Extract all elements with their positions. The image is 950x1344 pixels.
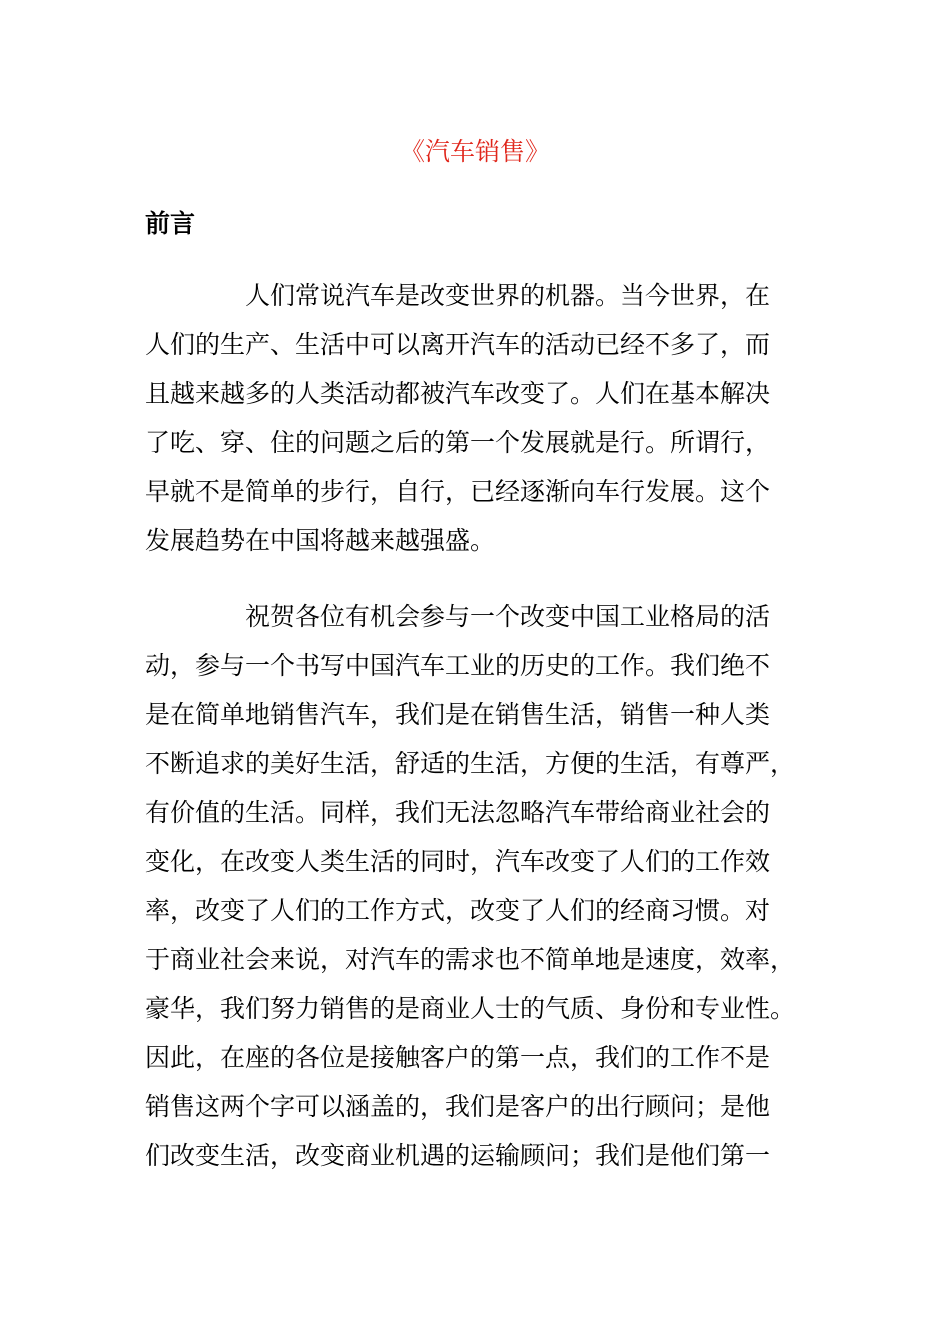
- paragraph-line: 有价值的生活。同样，我们无法忽略汽车带给商业社会的: [145, 798, 771, 827]
- paragraph-line: 是在简单地销售汽车，我们是在销售生活，销售一种人类: [145, 700, 771, 729]
- paragraph-line: 早就不是简单的步行，自行，已经逐渐向车行发展。这个: [145, 477, 771, 506]
- paragraph-line: 因此，在座的各位是接触客户的第一点，我们的工作不是: [145, 1043, 771, 1072]
- paragraph-line: 发展趋势在中国将越来越强盛。: [145, 526, 496, 555]
- paragraph-line: 豪华，我们努力销售的是商业人士的气质、身份和专业性。: [145, 994, 796, 1023]
- paragraph-line: 祝贺各位有机会参与一个改变中国工业格局的活: [245, 602, 771, 631]
- paragraph-line: 于商业社会来说，对汽车的需求也不简单地是速度，效率，: [145, 945, 796, 974]
- paragraph-line: 不断追求的美好生活，舒适的生活，方便的生活，有尊严，: [145, 749, 796, 778]
- paragraph-line: 人们常说汽车是改变世界的机器。当今世界，在: [245, 281, 771, 310]
- paragraph-line: 了吃、穿、住的问题之后的第一个发展就是行。所谓行，: [145, 428, 771, 457]
- paragraph-line: 销售这两个字可以涵盖的，我们是客户的出行顾问；是他: [145, 1092, 771, 1121]
- document-title: 《汽车销售》: [399, 137, 550, 166]
- paragraph-line: 率，改变了人们的工作方式，改变了人们的经商习惯。对: [145, 896, 771, 925]
- paragraph-line: 变化，在改变人类生活的同时，汽车改变了人们的工作效: [145, 847, 771, 876]
- section-heading-preface: 前言: [145, 209, 196, 238]
- paragraph-line: 且越来越多的人类活动都被汽车改变了。人们在基本解决: [145, 379, 771, 408]
- paragraph-line: 动，参与一个书写中国汽车工业的历史的工作。我们绝不: [145, 651, 771, 680]
- paragraph-line: 人们的生产、生活中可以离开汽车的活动已经不多了，而: [145, 330, 771, 359]
- paragraph-line: 们改变生活，改变商业机遇的运输顾问；我们是他们第一: [145, 1141, 771, 1170]
